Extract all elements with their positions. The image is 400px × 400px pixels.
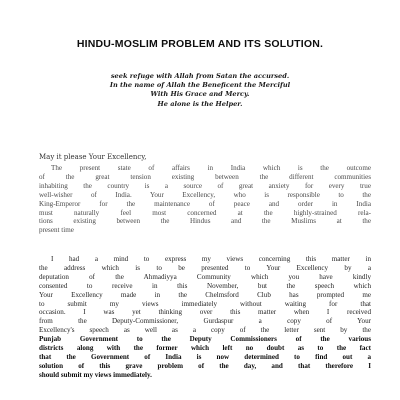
invocation-line: seek refuge with Allah from Satan the accursed. bbox=[110, 72, 290, 80]
text-line: districts along with the former which left no doubt as to the fact bbox=[39, 344, 371, 353]
text-line: the address which is to be presented to Your Excellency by a bbox=[39, 263, 371, 272]
text-line: Excellency's speech as well as a copy of the letter sent by the bbox=[39, 326, 371, 335]
invocation-line: He alone is the Helper. bbox=[157, 99, 243, 108]
text-line: should submit my views immediately. bbox=[39, 370, 152, 379]
text-line: from the Deputy-Commissioner, Gurdaspur a copy of Your bbox=[39, 317, 371, 326]
text-line: inhabiting the country is a source of great anxiety for every true bbox=[39, 181, 371, 190]
text-line: to submit my views immediately without waiting for that bbox=[39, 299, 371, 308]
paragraph-1 bbox=[39, 164, 371, 235]
text-line: deputation of the Ahmadiyya Community which you have kindly bbox=[39, 272, 371, 281]
text-line: solution of this grave problem of the day, and that therefore I bbox=[39, 361, 371, 370]
invocation-line: In the name of Allah the Beneficent the Merciful bbox=[109, 81, 291, 90]
text-line: The present state of affairs in India which is the outcome bbox=[51, 164, 371, 172]
text-line: occasion. I was yet thinking over this matter when I received bbox=[39, 308, 371, 317]
document-title: HINDU-MOSLIM PROBLEM AND ITS SOLUTION. bbox=[76, 38, 324, 50]
invocation-line: With His Grace and Mercy. bbox=[150, 90, 250, 99]
text-line: Your Excellency made in the Chelmsford Club has prompted me bbox=[39, 290, 371, 299]
text-line: tions existing between the Hindus and the Muslims at the bbox=[39, 217, 371, 226]
text-line: King-Emperor for the maintenance of peace and order in India bbox=[39, 199, 371, 208]
text-line: of the great tension existing between the different communities bbox=[39, 172, 371, 181]
paragraph-2 bbox=[39, 255, 371, 380]
text-line: well-wisher of India. Your Excellency, who is responsible to the bbox=[39, 190, 371, 199]
text-line: must naturally feel most concerned at the highly-strained rela- bbox=[39, 208, 371, 217]
invocation-block bbox=[0, 72, 400, 109]
salutation: May it please Your Excellency, bbox=[39, 153, 147, 161]
text-line: that the Government of India is now determined to find out a bbox=[39, 352, 371, 361]
text-line: present time bbox=[39, 226, 74, 235]
text-line: consented to receive in this November, but the speech which bbox=[39, 281, 371, 290]
text-line: I had a mind to express my views concerning this matter in bbox=[51, 255, 371, 263]
text-line: Punjab Government to the Deputy Commissioners of the various bbox=[39, 335, 371, 344]
